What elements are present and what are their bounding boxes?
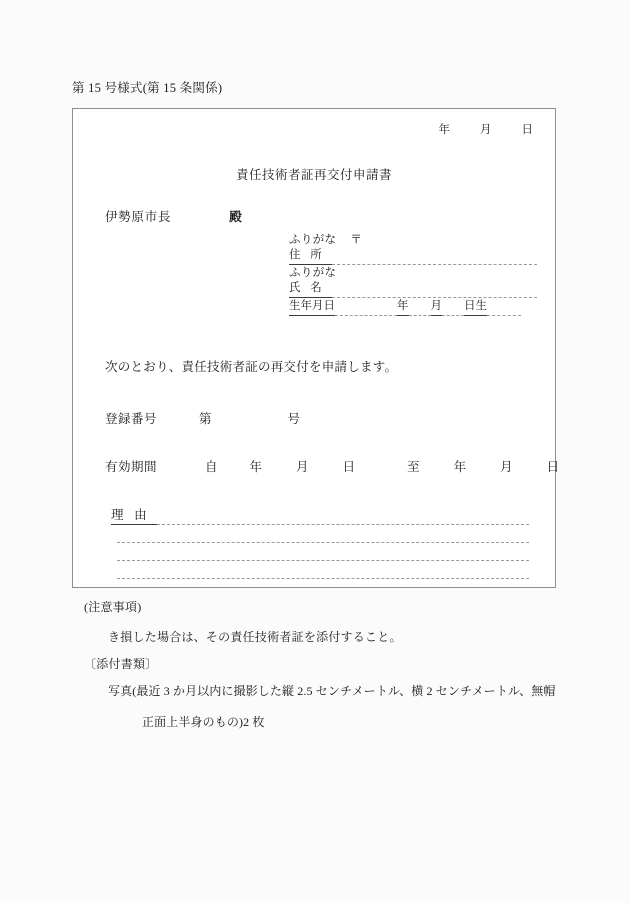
birth-month-input-rule[interactable] [409,300,431,316]
period-to-label: 至 [407,460,420,474]
name-furigana-row [289,266,537,281]
reason-first-row[interactable] [111,507,529,525]
validity-period-row[interactable] [105,457,559,475]
furigana-label-name: ふりがな [289,267,337,279]
period-to-day-label: 日 [546,460,560,474]
registration-number-label: 登録番号 [105,412,158,426]
attachments-section [84,655,584,730]
addressee [105,207,242,225]
attachments-item-line-2: 正面上半身のもの)2 枚 [142,715,265,729]
reason-input-rule-3[interactable] [117,543,529,561]
reason-label: 理由 [111,507,157,525]
registration-number-suffix: 号 [287,412,301,426]
addressee-name: 伊勢原市長 [105,210,172,224]
name-label: 氏名 [289,281,332,298]
birthdate-label: 生年月日 [289,299,335,316]
date-day-label: 日 [521,124,533,136]
date-line [439,121,534,137]
furigana-label-address: ふりがな [289,234,337,246]
application-form-box [72,108,560,588]
birth-year-label: 年 [397,299,409,316]
notes-section [84,598,574,645]
name-input-rule[interactable] [332,282,537,298]
reason-input-rule-4[interactable] [117,561,529,579]
birthdate-field-row[interactable] [289,299,537,316]
registration-number-row[interactable] [105,409,300,427]
validity-period-label: 有効期間 [105,460,158,474]
address-input-rule[interactable] [332,249,537,265]
birth-day-label: 日生 [464,299,487,316]
period-from-label: 自 [205,460,218,474]
registration-number-prefix: 第 [199,412,212,426]
applicant-info-block [289,233,537,317]
name-field-row[interactable] [289,281,537,298]
birth-month-label: 月 [431,299,443,316]
postal-code-mark: 〒 [350,234,363,246]
period-to-year-label: 年 [453,460,467,474]
reason-input-rule-2[interactable] [117,525,529,543]
date-year-label: 年 [438,124,450,136]
application-statement: 次のとおり、責任技術者証の再交付を申請します。 [105,360,398,374]
page-title: 責任技術者証再交付申請書 [235,168,392,182]
form-number-heading: 第 15 号様式(第 15 条関係) [72,81,223,95]
reason-input-rule-1[interactable] [157,508,529,525]
birthdate-trailing-rule[interactable] [487,300,521,316]
birth-year-input-rule[interactable] [335,300,397,316]
period-to-month-label: 月 [500,460,513,474]
address-field-row[interactable] [289,248,537,265]
notes-heading: (注意事項) [84,600,142,614]
attachments-item-line-1: 写真(最近 3 か月以内に撮影した縦 2.5 センチメートル、横 2 センチメートル、無帽 [108,684,556,698]
notes-item: き損した場合は、その責任技術者証を添付すること。 [108,630,402,644]
reason-block[interactable] [111,507,529,579]
address-label: 住所 [289,248,332,265]
address-furigana-row [289,233,537,248]
period-from-day-label: 日 [342,460,356,474]
period-from-year-label: 年 [249,460,263,474]
period-from-month-label: 月 [296,460,309,474]
date-month-label: 月 [480,124,492,136]
attachments-heading: 〔添付書類〕 [84,657,158,671]
birth-day-input-rule[interactable] [442,300,464,316]
addressee-honorific: 殿 [229,210,242,224]
